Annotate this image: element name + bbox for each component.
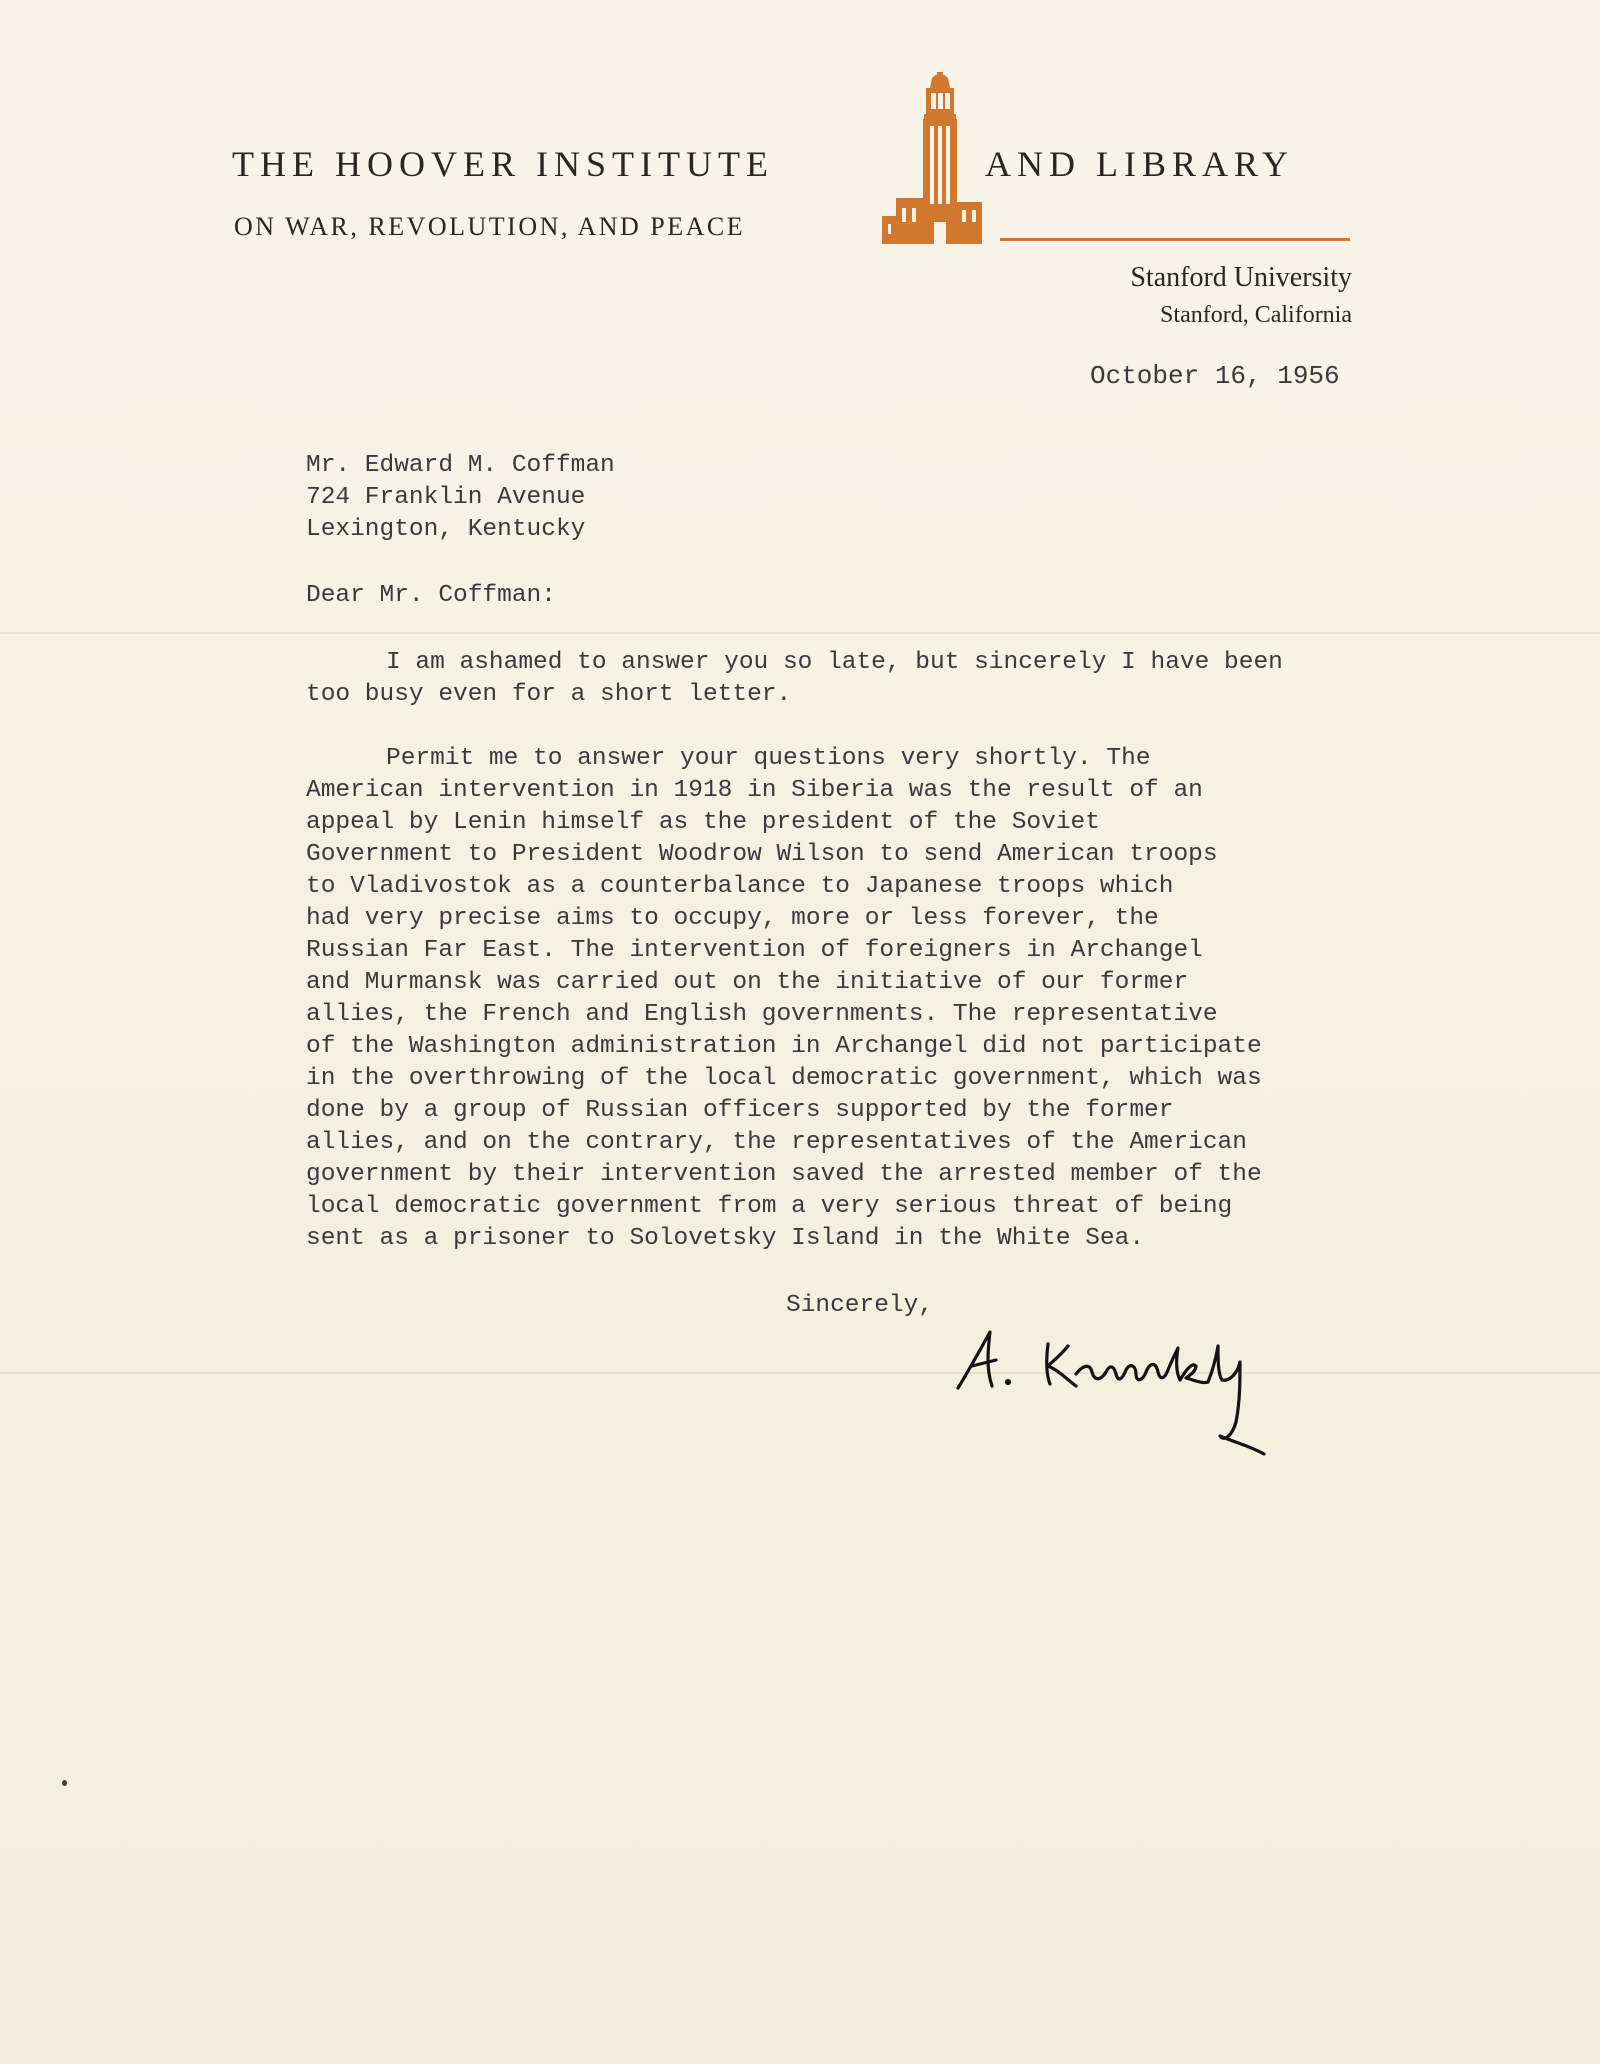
salutation: Dear Mr. Coffman: bbox=[306, 582, 556, 609]
address-university: Stanford University bbox=[1130, 262, 1352, 293]
paper-speck bbox=[62, 1780, 67, 1786]
paragraph-2-line: and Murmansk was carried out on the initiative of our former bbox=[306, 969, 1189, 996]
address-city: Stanford, California bbox=[1160, 302, 1352, 328]
paper-fold bbox=[0, 1372, 1600, 1374]
recipient-city: Lexington, Kentucky bbox=[306, 516, 586, 543]
letterhead-title-left: THE HOOVER INSTITUTE bbox=[232, 144, 774, 184]
recipient-name: Mr. Edward M. Coffman bbox=[306, 452, 615, 479]
letterhead-rule bbox=[1000, 238, 1350, 241]
paragraph-2-line: American intervention in 1918 in Siberia was the result of an bbox=[306, 777, 1203, 804]
paragraph-2-line: local democratic government from a very serious threat of being bbox=[306, 1193, 1233, 1220]
paragraph-2-line: government by their intervention saved the arrested member of the bbox=[306, 1161, 1262, 1188]
signature bbox=[950, 1310, 1350, 1460]
hoover-tower-icon bbox=[880, 70, 1000, 245]
closing: Sincerely, bbox=[786, 1292, 934, 1319]
paragraph-2-line: sent as a prisoner to Solovetsky Island in the White Sea. bbox=[306, 1225, 1145, 1252]
paragraph-2-line: done by a group of Russian officers supported by the former bbox=[306, 1097, 1174, 1124]
recipient-street: 724 Franklin Avenue bbox=[306, 484, 586, 511]
paragraph-2-line: allies, the French and English governments. The representative bbox=[306, 1001, 1218, 1028]
paragraph-2-line: appeal by Lenin himself as the president of the Soviet bbox=[306, 809, 1100, 836]
letterhead-title-right: AND LIBRARY bbox=[985, 144, 1295, 184]
paragraph-2-line: Government to President Woodrow Wilson to send American troops bbox=[306, 841, 1218, 868]
paper-fold bbox=[0, 632, 1600, 634]
paragraph-1-line: I am ashamed to answer you so late, but sincerely I have been bbox=[386, 649, 1283, 676]
paragraph-1-line: too busy even for a short letter. bbox=[306, 681, 792, 708]
paragraph-2-line: Russian Far East. The intervention of foreigners in Archangel bbox=[306, 937, 1203, 964]
paragraph-2-line: allies, and on the contrary, the representatives of the American bbox=[306, 1129, 1247, 1156]
paragraph-2-line: Permit me to answer your questions very shortly. The bbox=[386, 745, 1151, 772]
paragraph-2-line: in the overthrowing of the local democratic government, which was bbox=[306, 1065, 1262, 1092]
paragraph-2-line: of the Washington administration in Archangel did not participate bbox=[306, 1033, 1262, 1060]
letter-date: October 16, 1956 bbox=[1090, 361, 1340, 391]
paragraph-2-line: to Vladivostok as a counterbalance to Japanese troops which bbox=[306, 873, 1174, 900]
letterhead-subtitle: ON WAR, REVOLUTION, AND PEACE bbox=[234, 212, 746, 241]
paragraph-2-line: had very precise aims to occupy, more or less forever, the bbox=[306, 905, 1159, 932]
